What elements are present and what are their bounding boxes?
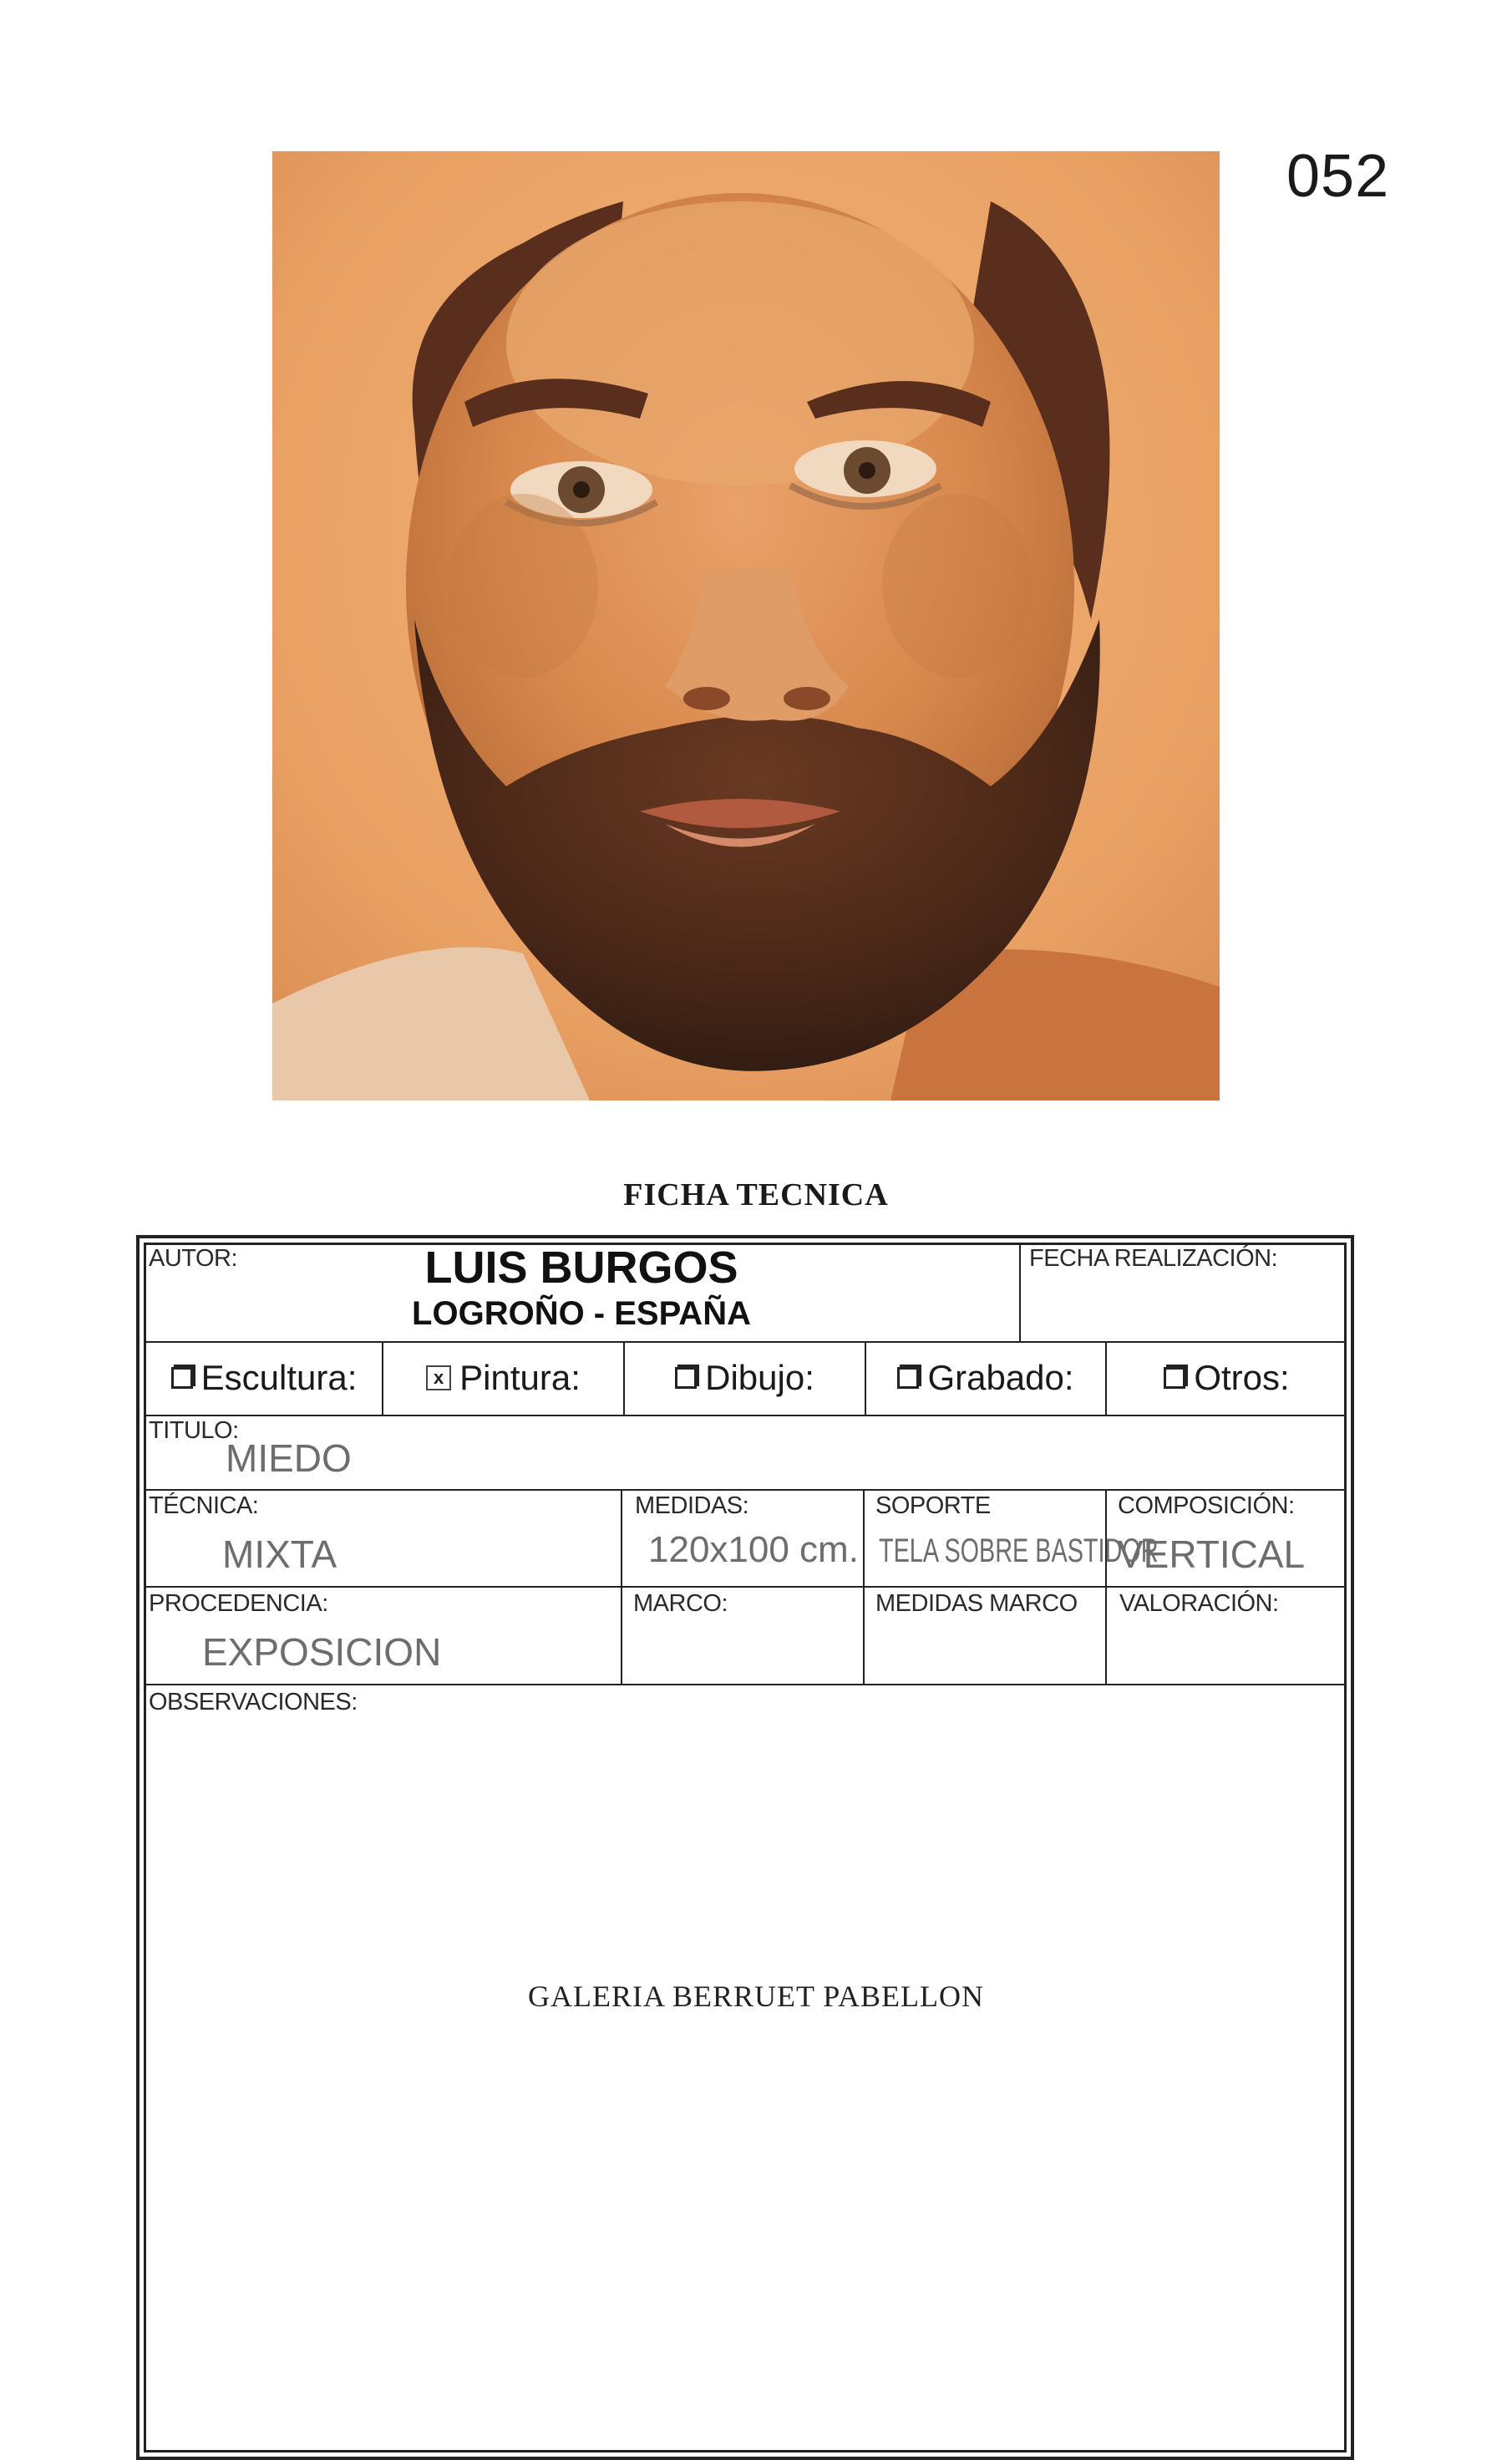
type-label: Grabado:: [927, 1358, 1074, 1397]
row-divider: [144, 1586, 1347, 1588]
col-divider: [621, 1489, 622, 1685]
medidas-marco-label: MEDIDAS MARCO: [875, 1590, 1078, 1617]
checkbox-icon[interactable]: [675, 1367, 697, 1389]
medidas-value: 120x100 cm.: [648, 1529, 859, 1570]
observaciones-label: OBSERVACIONES:: [149, 1689, 358, 1715]
col-divider: [863, 1489, 865, 1685]
titulo-label: TITULO:: [149, 1417, 239, 1444]
row-divider: [144, 1684, 1347, 1685]
type-otros[interactable]: [1107, 1352, 1347, 1404]
type-label: Otros:: [1194, 1358, 1290, 1397]
autor-label: AUTOR:: [149, 1245, 238, 1272]
checked-checkbox-icon[interactable]: x: [426, 1365, 451, 1390]
type-escultura[interactable]: [146, 1352, 382, 1404]
row-divider: [144, 1341, 1347, 1343]
type-pintura[interactable]: [383, 1352, 623, 1404]
row-divider: [144, 1415, 1347, 1416]
composicion-label: COMPOSICIÓN:: [1118, 1492, 1295, 1519]
checkbox-icon[interactable]: [1164, 1367, 1185, 1389]
portrait-painting-image: [272, 151, 1220, 1100]
author-name: LUIS BURGOS: [424, 1243, 738, 1293]
ficha-frame-inner: [144, 1243, 1347, 2452]
type-grabado[interactable]: [866, 1352, 1105, 1404]
checkbox-icon[interactable]: [897, 1367, 919, 1389]
medidas-label: MEDIDAS:: [635, 1492, 749, 1519]
col-divider: [1105, 1489, 1107, 1685]
row-divider: [144, 1489, 1347, 1491]
soporte-label: SOPORTE: [875, 1492, 991, 1519]
fecha-label: FECHA REALIZACIÓN:: [1029, 1245, 1278, 1272]
ficha-title: FICHA TECNICA: [623, 1177, 889, 1212]
catalog-number: 052: [1286, 143, 1390, 210]
marco-label: MARCO:: [633, 1590, 728, 1617]
tecnica-label: TÉCNICA:: [149, 1492, 259, 1519]
portrait-painting: [272, 151, 1220, 1100]
procedencia-label: PROCEDENCIA:: [149, 1590, 328, 1617]
gallery-footer: GALERIA BERRUET PABELLON: [527, 1980, 985, 2013]
author-origin: LOGROÑO - ESPAÑA: [412, 1295, 751, 1332]
valoracion-label: VALORACIÓN:: [1119, 1590, 1279, 1617]
type-label: Pintura:: [459, 1358, 581, 1397]
col-divider: [1019, 1243, 1021, 1343]
checkbox-icon[interactable]: [171, 1367, 193, 1389]
soporte-value: TELA SOBRE BASTIDOR: [879, 1532, 1159, 1569]
composicion-value: VERTICAL: [1118, 1532, 1306, 1576]
titulo-value: MIEDO: [226, 1436, 352, 1480]
type-dibujo[interactable]: [625, 1352, 865, 1404]
tecnica-value: MIXTA: [222, 1532, 337, 1576]
procedencia-value: EXPOSICION: [202, 1630, 442, 1674]
type-label: Dibujo:: [705, 1358, 814, 1397]
type-label: Escultura:: [200, 1358, 358, 1397]
